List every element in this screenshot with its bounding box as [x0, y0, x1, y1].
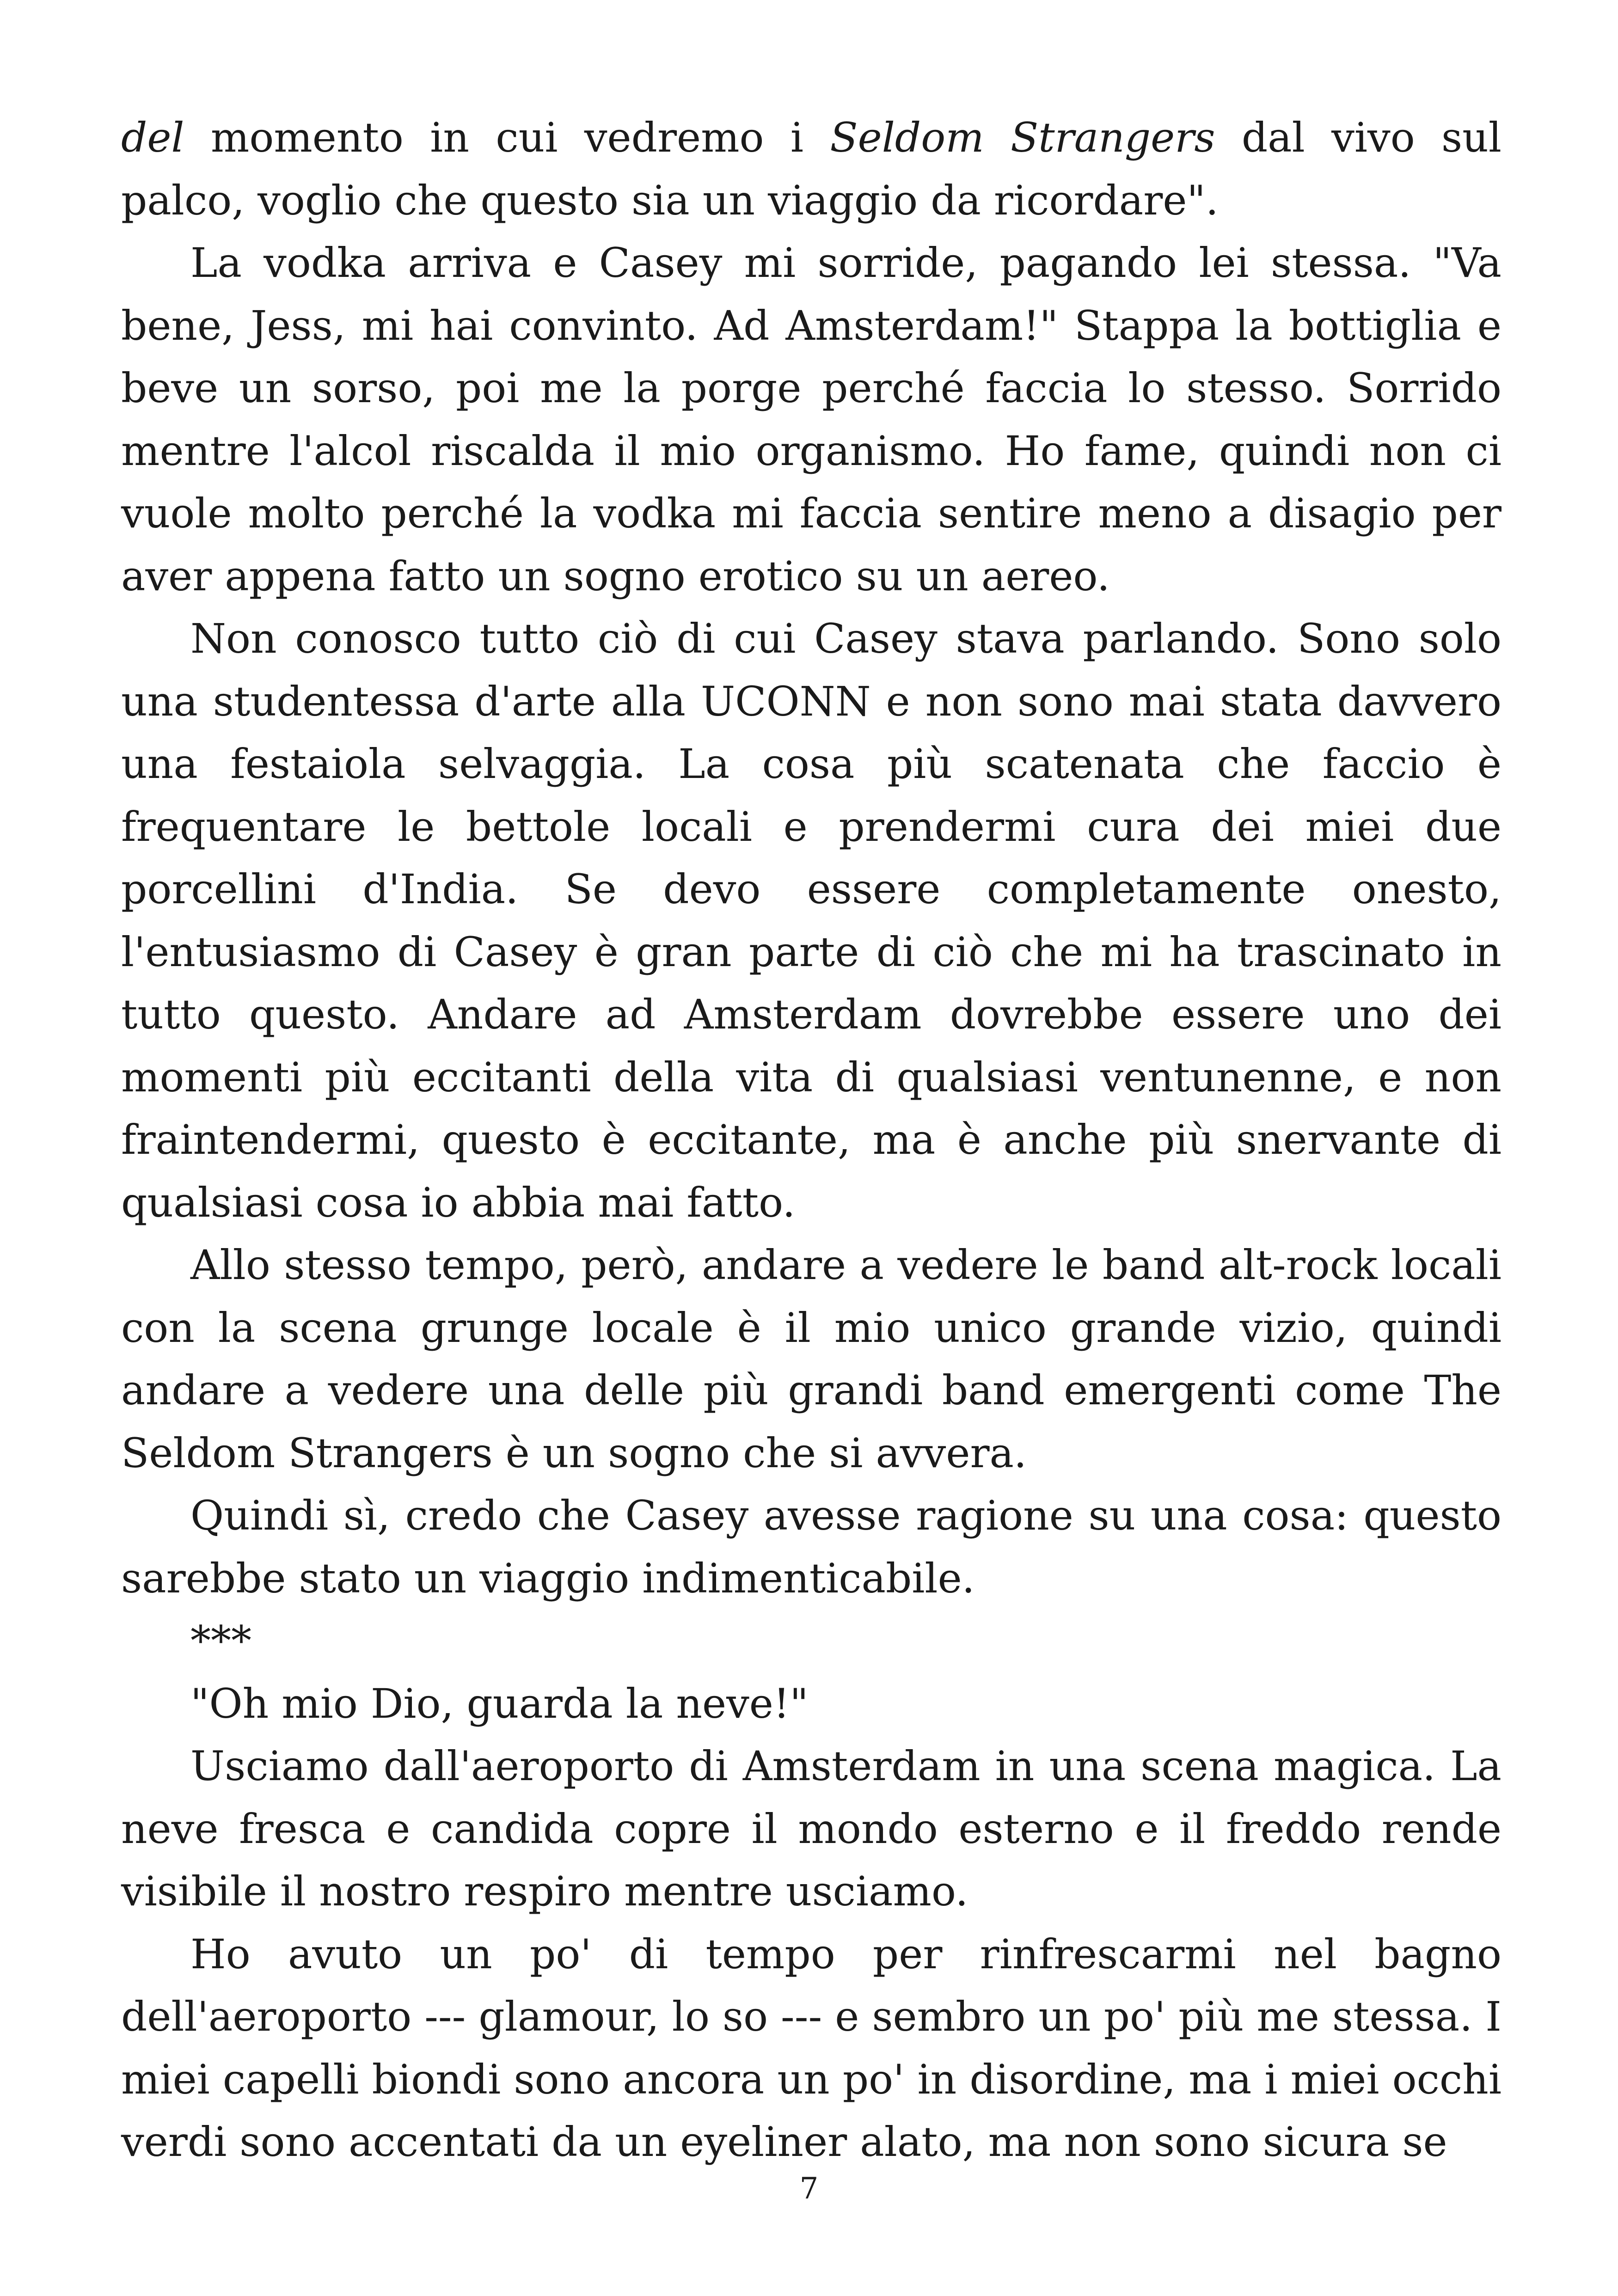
italic-text: del — [121, 114, 184, 161]
text-segment: Usciamo dall'aeroporto di Amsterdam in una scena magica. La neve fresca e candida copre il mondo esterno e il freddo rende visibile il nostro respiro mentre usciamo. — [121, 1742, 1502, 1915]
dialogue-line — [121, 1672, 1502, 1735]
text-segment: Ho avuto un po' di tempo per rinfrescarmi nel bagno dell'aeroporto --- glamour, lo so --- e sembro un po' più me stessa. I miei capelli biondi sono ancora un po' in disordine, ma i miei occhi verdi sono accentati da un eyeliner alato, ma non sono sicura se — [121, 1930, 1502, 2166]
text-segment: Allo stesso tempo, però, andare a vedere le band alt-rock locali con la scena grunge locale è il mio unico grande vizio, quindi andare a vedere una delle più grandi band emergenti come The Seldom Strangers è un sogno che si avvera. — [121, 1241, 1502, 1477]
text-segment: "Oh mio Dio, guarda la neve!" — [190, 1679, 809, 1727]
text-segment: Non conosco tutto ciò di cui Casey stava parlando. Sono solo una studentessa d'arte alla UCONN e non sono mai stata davvero una festaiola selvaggia. La cosa più scatenata che faccio è frequentare le bettole locali e prendermi cura dei miei due porcellini d'India. Se devo essere completamente onesto, l'entusiasmo di Casey è gran parte di ciò che mi ha trascinato in tutto questo. Andare ad Amsterdam dovrebbe essere uno dei momenti più eccitanti della vita di qualsiasi ventunenne, e non fraintendermi, questo è eccitante, ma è anche più snervante di qualsiasi cosa io abbia mai fatto. — [121, 615, 1502, 1226]
text-segment: dal vivo sul palco, voglio che questo sia un viaggio da ricordare". — [121, 114, 1502, 224]
paragraph — [121, 232, 1502, 607]
paragraph — [121, 106, 1502, 232]
scene-break — [121, 1610, 1502, 1672]
text-segment: La vodka arriva e Casey mi sorride, pagando lei stessa. "Va bene, Jess, mi hai convinto. Ad Amsterdam!" Stappa la bottiglia e beve un sorso, poi me la porge perché faccia lo stesso. Sorrido mentre l'alcol riscalda il mio organismo. Ho fame, quindi non ci vuole molto perché la vodka mi faccia sentire meno a disagio per aver appena fatto un sogno erotico su un aereo. — [121, 239, 1502, 600]
body-text — [121, 106, 1502, 2174]
scene-break-marker: *** — [190, 1617, 251, 1665]
page-number: 7 — [799, 2172, 819, 2206]
paragraph — [121, 1923, 1502, 2174]
paragraph — [121, 1234, 1502, 1484]
paragraph — [121, 1484, 1502, 1610]
italic-text: Seldom Strangers — [830, 114, 1215, 161]
paragraph — [121, 1735, 1502, 1923]
text-segment: momento in cui vedremo i — [184, 114, 830, 161]
paragraph — [121, 607, 1502, 1234]
text-segment: Quindi sì, credo che Casey avesse ragione su una cosa: questo sarebbe stato un viaggio indimenticabile. — [121, 1492, 1502, 1602]
